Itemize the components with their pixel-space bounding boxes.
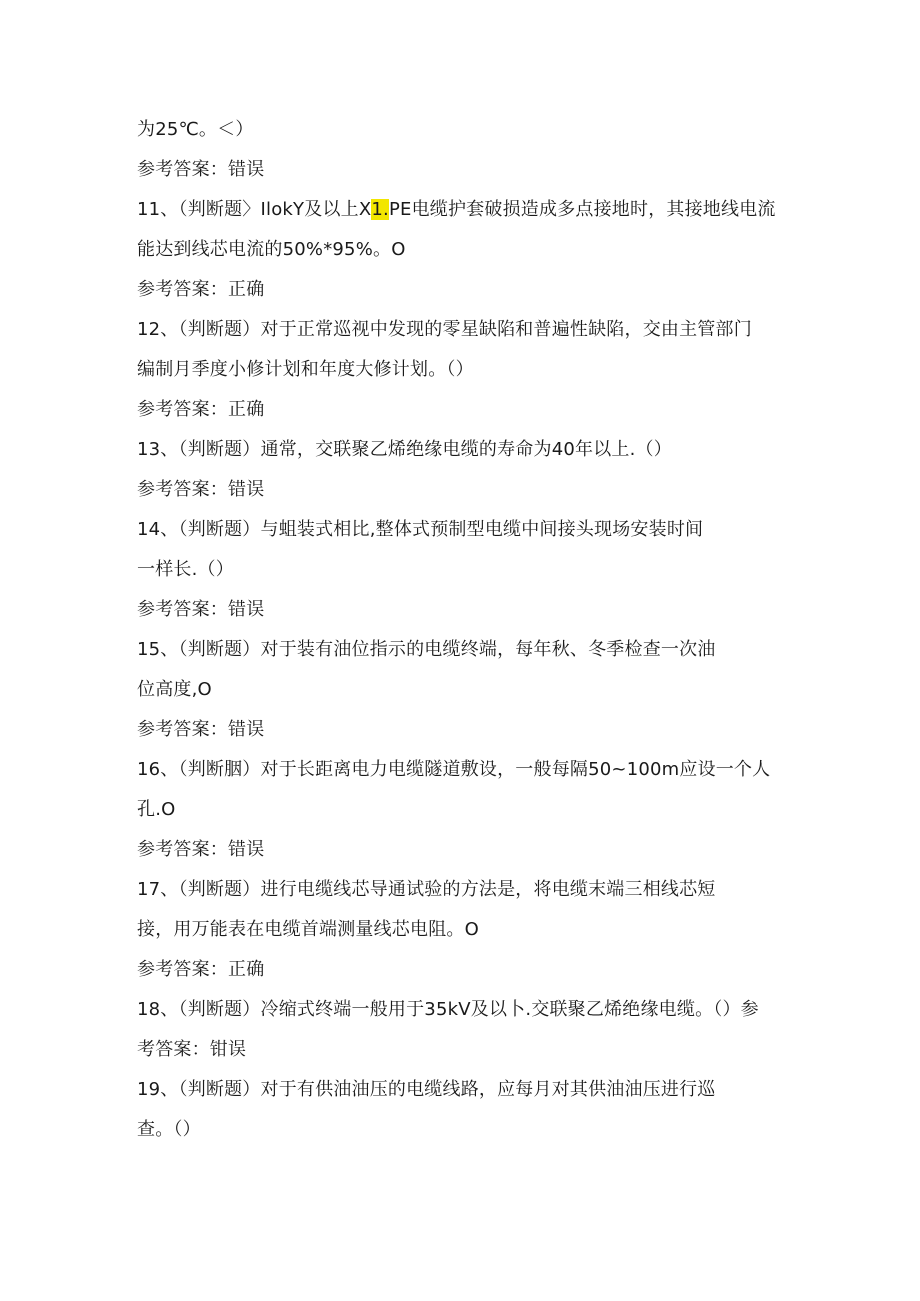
text-line: 接，用万能表在电缆首端测量线芯电阻。O: [137, 919, 479, 940]
question-line: [137, 198, 776, 222]
text-line: 查。（）: [137, 1119, 201, 1140]
question-text-pre: 11、（判断题〉IlokY及以上X: [137, 199, 372, 220]
text-line: 能达到线芯电流的50%*95%。O: [137, 239, 406, 260]
answer-line: 参考答案：正确: [137, 399, 265, 420]
answer-line: 参考答案：正确: [137, 279, 265, 300]
text-line: 为25℃。＜）: [137, 119, 254, 140]
question-line: 12、（判断题）对于正常巡视中发现的零星缺陷和普遍性缺陷，交由主管部门: [137, 319, 752, 340]
question-line: 19、（判断题）对于有供油油压的电缆线路，应每月对其供油油压进行巡: [137, 1079, 716, 1100]
answer-line: 参考答案：错误: [137, 719, 265, 740]
question-line: 15、（判断题）对于装有油位指示的电缆终端，每年秋、冬季检查一次油: [137, 639, 716, 660]
answer-line: 参考答案：错误: [137, 479, 265, 500]
text-line: 考答案：钳误: [137, 1039, 247, 1060]
question-line: 18、（判断题）冷缩式终端一般用于35kV及以卜.交联聚乙烯绝缘电缆。（）参: [137, 999, 759, 1020]
question-line: 16、（判断胭）对于长距离电力电缆隧道敷设，一般每隔50~100m应设一个人: [137, 759, 771, 780]
answer-line: 参考答案：错误: [137, 839, 265, 860]
highlighted-text: 1.: [371, 199, 389, 220]
question-text-post: PE电缆护套破损造成多点接地时，其接地线电流: [388, 199, 776, 220]
answer-line: 参考答案：正确: [137, 959, 265, 980]
text-line: 位高度,O: [137, 679, 212, 700]
text-line: 编制月季度小修计划和年度大修计划。（）: [137, 359, 474, 380]
answer-line: 参考答案：错误: [137, 159, 265, 180]
text-line: 孔.O: [137, 799, 176, 820]
question-line: 17、（判断题）进行电缆线芯导通试验的方法是，将电缆末端三相线芯短: [137, 879, 716, 900]
question-line: 14、（判断题）与蛆装式相比,整体式预制型电缆中间接头现场安装时间: [137, 519, 704, 540]
text-line: 一样长.（）: [137, 559, 234, 580]
answer-line: 参考答案：错误: [137, 599, 265, 620]
question-line: 13、（判断题）通常，交联聚乙烯绝缘电缆的寿命为40年以上.（）: [137, 439, 672, 460]
